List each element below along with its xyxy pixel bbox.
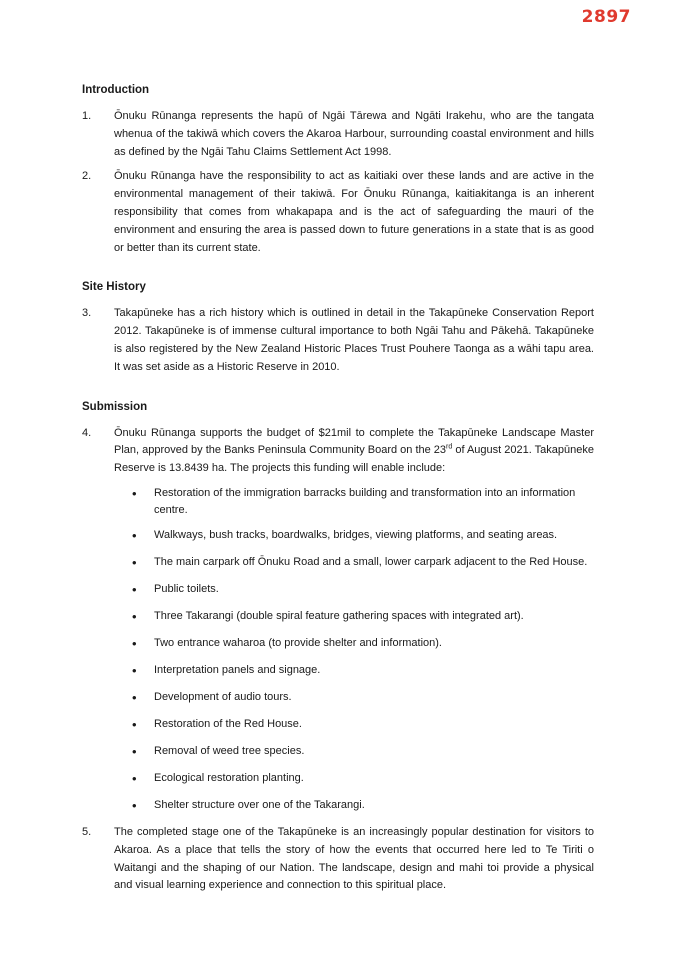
list-item-text: Development of audio tours. [154, 690, 292, 703]
paragraph-5 [82, 824, 594, 895]
list-item [114, 770, 594, 789]
bullet-icon [114, 743, 154, 762]
bullet-icon [114, 662, 154, 681]
paragraph-1 [82, 108, 594, 161]
bullet-icon [114, 797, 154, 816]
list-item [114, 527, 594, 546]
paragraph-number: 5. [82, 825, 92, 838]
list-item-text: Two entrance waharoa (to provide shelter and information). [154, 636, 442, 649]
project-list [82, 485, 594, 816]
paragraph-2 [82, 168, 594, 257]
ordinal-suffix: rd [446, 443, 453, 451]
list-item-text: Walkways, bush tracks, boardwalks, bridges, viewing platforms, and seating areas. [154, 528, 558, 541]
bullet-icon [114, 608, 154, 627]
list-item [114, 581, 594, 600]
bullet-icon [114, 554, 154, 573]
list-item-text: Shelter structure over one of the Takarangi. [154, 798, 365, 811]
list-item [114, 716, 594, 735]
list-item [114, 743, 594, 762]
paragraph-text: Ōnuku Rūnanga represents the hapū of Ngāi Tārewa and Ngāti Irakehu, who are the tangata whenua of the takiwā which covers the Akaroa Harbour, surrounding coastal environment and hills as defined by the Ngāi Tahu Claims Settlement Act 1998. [114, 110, 594, 158]
paragraph-text: The completed stage one of the Takapūneke is an increasingly popular destination for visitors to Akaroa. As a place that tells the story of how the events that occurred here led to Te Tiriti o Waitangi and the shaping of our Nation. The landscape, design and mahi toi provide a physical and visual learning experience and connection to this spiritual place. [114, 825, 594, 892]
page-number: 2897 [581, 7, 631, 27]
list-item [114, 689, 594, 708]
bullet-icon [114, 716, 154, 735]
paragraph-text: Ōnuku Rūnanga have the responsibility to act as kaitiaki over these lands and are active in the environmental management of their takiwā. For Ōnuku Rūnanga, kaitiakitanga is an inherent responsibility that comes from whakapapa and is the act of safeguarding the mauri of the environment and ensuring the area is passed down to future generations in a state that is as good or better than its current state. [114, 170, 594, 254]
paragraph-text-part: of August 2021. Takapūneke Reserve is 13.8439 ha. The projects this funding will enable include: [114, 444, 594, 475]
list-item [114, 662, 594, 681]
bullet-icon [114, 527, 154, 546]
list-item [114, 608, 594, 627]
paragraph-number: 4. [82, 426, 92, 439]
paragraph-text [114, 425, 594, 478]
bullet-icon [114, 581, 154, 600]
heading-submission: Submission [82, 400, 148, 413]
paragraph-number: 2. [82, 170, 92, 183]
paragraph-text: Takapūneke has a rich history which is outlined in detail in the Takapūneke Conservation Report 2012. Takapūneke is of immense cultural importance to both Ngāi Tahu and Pākehā. Takapūneke is also registered by the New Zealand Historic Places Trust Pouhere Taonga as a wāhi tapu area. It was set aside as a Historic Reserve in 2010. [114, 307, 594, 373]
list-item [114, 635, 594, 654]
paragraph-text-part: Ōnuku Rūnanga supports the budget of $21mil to complete the Takapūneke Landscape Master Plan, approved by the Banks Peninsula Community Board on the 23 [114, 426, 594, 457]
list-item-text: The main carpark off Ōnuku Road and a small, lower carpark adjacent to the Red House. [154, 555, 588, 568]
bullet-icon [114, 635, 154, 654]
bullet-icon [114, 485, 154, 519]
paragraph-number: 3. [82, 307, 92, 320]
heading-site-history: Site History [82, 281, 146, 294]
list-item-text: Public toilets. [154, 582, 219, 595]
list-item-text: Ecological restoration planting. [154, 771, 304, 784]
list-item-text: Removal of weed tree species. [154, 744, 305, 757]
bullet-icon [114, 770, 154, 789]
list-item-text: Interpretation panels and signage. [154, 663, 321, 676]
list-item-text: Restoration of the Red House. [154, 717, 302, 730]
paragraph-3 [82, 305, 594, 376]
list-item-text: Three Takarangi (double spiral feature gathering spaces with integrated art). [154, 609, 524, 622]
paragraph-4 [82, 425, 594, 478]
list-item [114, 554, 594, 573]
list-item [114, 485, 594, 519]
paragraph-number: 1. [82, 110, 92, 122]
list-item-text: Restoration of the immigration barracks building and transformation into an information centre. [154, 486, 576, 516]
bullet-icon [114, 689, 154, 708]
heading-introduction: Introduction [82, 84, 150, 96]
list-item [114, 797, 594, 816]
document-body [82, 82, 594, 902]
